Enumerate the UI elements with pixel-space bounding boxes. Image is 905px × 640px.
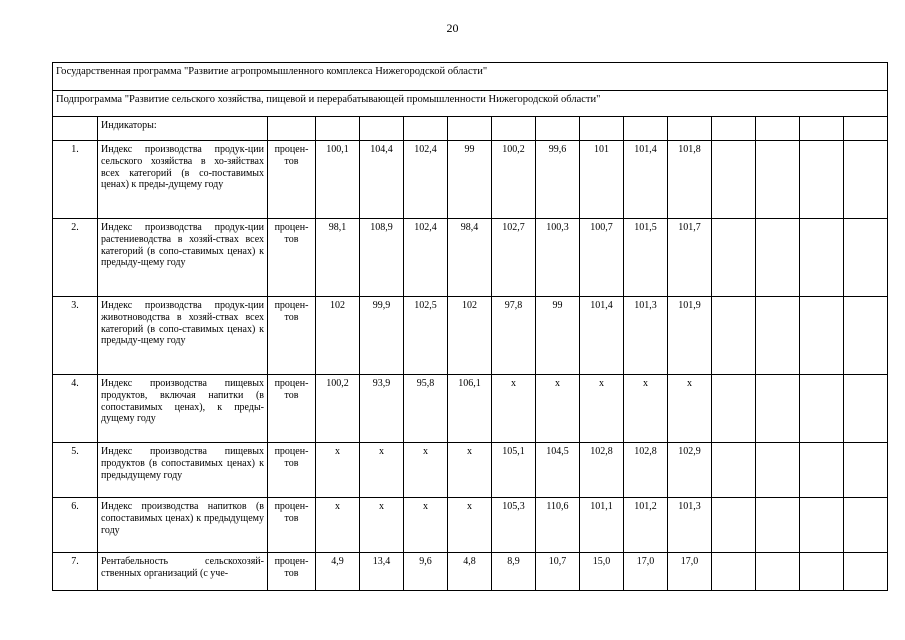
empty-cell xyxy=(360,117,404,141)
value-cell: x xyxy=(404,443,448,498)
value-cell xyxy=(844,219,888,297)
table-row xyxy=(53,498,888,553)
indicator-name: Рентабельность сельскохозяй-ственных организаций (с уче- xyxy=(98,553,268,591)
value-cell: 4,9 xyxy=(316,553,360,591)
table-row xyxy=(53,375,888,443)
row-number: 2. xyxy=(53,219,98,297)
value-cell: 102 xyxy=(316,297,360,375)
table-row xyxy=(53,443,888,498)
value-cell: 102,4 xyxy=(404,219,448,297)
value-cell xyxy=(844,375,888,443)
empty-cell xyxy=(756,117,800,141)
empty-cell xyxy=(712,117,756,141)
value-cell: 99,9 xyxy=(360,297,404,375)
value-cell: 106,1 xyxy=(448,375,492,443)
value-cell: 105,1 xyxy=(492,443,536,498)
value-cell xyxy=(844,498,888,553)
value-cell: 110,6 xyxy=(536,498,580,553)
program-title: Государственная программа "Развитие агропромышленного комплекса Нижегородской области" xyxy=(53,63,888,91)
empty-cell xyxy=(624,117,668,141)
value-cell: 101,3 xyxy=(624,297,668,375)
value-cell: 95,8 xyxy=(404,375,448,443)
value-cell: 100,2 xyxy=(492,141,536,219)
value-cell xyxy=(800,553,844,591)
value-cell xyxy=(800,141,844,219)
row-number: 7. xyxy=(53,553,98,591)
value-cell: x xyxy=(536,375,580,443)
value-cell: 102,9 xyxy=(668,443,712,498)
value-cell: 100,2 xyxy=(316,375,360,443)
empty-cell xyxy=(404,117,448,141)
empty-cell xyxy=(580,117,624,141)
unit-cell: процен-тов xyxy=(268,375,316,443)
value-cell xyxy=(756,443,800,498)
unit-cell: процен-тов xyxy=(268,219,316,297)
value-cell: 102,8 xyxy=(580,443,624,498)
empty-cell xyxy=(844,117,888,141)
value-cell: 99,6 xyxy=(536,141,580,219)
indicator-name: Индекс производства продук-ции животноводства в хозяй-ствах всех категорий (в сопо-ставимых ценах) к предыду-щему году xyxy=(98,297,268,375)
value-cell xyxy=(712,375,756,443)
empty-cell xyxy=(800,117,844,141)
value-cell xyxy=(756,498,800,553)
empty-cell xyxy=(316,117,360,141)
table-row xyxy=(53,141,888,219)
value-cell: 102 xyxy=(448,297,492,375)
value-cell: x xyxy=(668,375,712,443)
row-number: 3. xyxy=(53,297,98,375)
value-cell: 9,6 xyxy=(404,553,448,591)
value-cell: 102,5 xyxy=(404,297,448,375)
unit-cell: процен-тов xyxy=(268,297,316,375)
value-cell: 101,3 xyxy=(668,498,712,553)
empty-cell xyxy=(53,117,98,141)
value-cell: x xyxy=(316,498,360,553)
indicators-table xyxy=(52,62,888,591)
page-number: 20 xyxy=(446,21,459,35)
value-cell: 97,8 xyxy=(492,297,536,375)
unit-cell: процен-тов xyxy=(268,141,316,219)
value-cell: 99 xyxy=(448,141,492,219)
value-cell: 4,8 xyxy=(448,553,492,591)
value-cell: 104,5 xyxy=(536,443,580,498)
value-cell: x xyxy=(316,443,360,498)
value-cell xyxy=(712,498,756,553)
value-cell xyxy=(712,141,756,219)
value-cell: 99 xyxy=(536,297,580,375)
value-cell: 101,4 xyxy=(580,297,624,375)
value-cell: 105,3 xyxy=(492,498,536,553)
value-cell: 108,9 xyxy=(360,219,404,297)
value-cell xyxy=(800,297,844,375)
value-cell: 100,1 xyxy=(316,141,360,219)
value-cell: 17,0 xyxy=(668,553,712,591)
value-cell xyxy=(844,297,888,375)
empty-cell xyxy=(536,117,580,141)
indicator-name: Индекс производства напитков (в сопоставимых ценах) к предыдущему году xyxy=(98,498,268,553)
value-cell: 101,4 xyxy=(624,141,668,219)
value-cell: 98,1 xyxy=(316,219,360,297)
table-row xyxy=(53,553,888,591)
row-number: 1. xyxy=(53,141,98,219)
empty-cell xyxy=(448,117,492,141)
table-row xyxy=(53,219,888,297)
value-cell xyxy=(712,553,756,591)
value-cell: x xyxy=(580,375,624,443)
value-cell: 13,4 xyxy=(360,553,404,591)
table-body xyxy=(53,63,888,591)
value-cell: 102,7 xyxy=(492,219,536,297)
value-cell: 101,2 xyxy=(624,498,668,553)
value-cell: 101,1 xyxy=(580,498,624,553)
value-cell: 8,9 xyxy=(492,553,536,591)
value-cell xyxy=(800,498,844,553)
value-cell: 100,3 xyxy=(536,219,580,297)
row-number: 5. xyxy=(53,443,98,498)
value-cell: x xyxy=(404,498,448,553)
value-cell xyxy=(844,141,888,219)
value-cell: 98,4 xyxy=(448,219,492,297)
value-cell xyxy=(844,553,888,591)
value-cell: x xyxy=(360,443,404,498)
value-cell xyxy=(756,141,800,219)
value-cell: 101,8 xyxy=(668,141,712,219)
indicators-header-row xyxy=(53,117,888,141)
value-cell: 10,7 xyxy=(536,553,580,591)
value-cell xyxy=(800,443,844,498)
value-cell xyxy=(756,375,800,443)
value-cell xyxy=(712,219,756,297)
row-number: 6. xyxy=(53,498,98,553)
subprogram-title-row xyxy=(53,91,888,117)
row-number: 4. xyxy=(53,375,98,443)
value-cell: 104,4 xyxy=(360,141,404,219)
value-cell: 102,4 xyxy=(404,141,448,219)
indicators-header: Индикаторы: xyxy=(98,117,268,141)
empty-cell xyxy=(492,117,536,141)
subprogram-title: Подпрограмма "Развитие сельского хозяйства, пищевой и перерабатывающей промышленности Нижегородской области" xyxy=(53,91,888,117)
value-cell xyxy=(712,443,756,498)
value-cell xyxy=(800,219,844,297)
unit-cell: процен-тов xyxy=(268,443,316,498)
program-title-row xyxy=(53,63,888,91)
empty-cell xyxy=(268,117,316,141)
empty-cell xyxy=(668,117,712,141)
unit-cell: процен-тов xyxy=(268,498,316,553)
value-cell: 15,0 xyxy=(580,553,624,591)
value-cell: x xyxy=(492,375,536,443)
value-cell xyxy=(800,375,844,443)
value-cell: 93,9 xyxy=(360,375,404,443)
value-cell: 101,5 xyxy=(624,219,668,297)
indicator-name: Индекс производства продук-ции растениеводства в хозяй-ствах всех категорий (в сопо-ставимых ценах) к предыду-щему году xyxy=(98,219,268,297)
value-cell: 101,9 xyxy=(668,297,712,375)
value-cell: x xyxy=(624,375,668,443)
value-cell: x xyxy=(448,498,492,553)
value-cell: 100,7 xyxy=(580,219,624,297)
value-cell xyxy=(844,443,888,498)
value-cell xyxy=(756,219,800,297)
value-cell: 101,7 xyxy=(668,219,712,297)
unit-cell: процен-тов xyxy=(268,553,316,591)
indicator-name: Индекс производства пищевых продуктов, включая напитки (в сопоставимых ценах), к преды-дущему году xyxy=(98,375,268,443)
value-cell: 17,0 xyxy=(624,553,668,591)
value-cell xyxy=(756,553,800,591)
value-cell xyxy=(756,297,800,375)
value-cell: 102,8 xyxy=(624,443,668,498)
value-cell: x xyxy=(360,498,404,553)
value-cell xyxy=(712,297,756,375)
value-cell: x xyxy=(448,443,492,498)
indicator-name: Индекс производства пищевых продуктов (в сопоставимых ценах) к предыдущему году xyxy=(98,443,268,498)
table-row xyxy=(53,297,888,375)
value-cell: 101 xyxy=(580,141,624,219)
indicator-name: Индекс производства продук-ции сельского хозяйства в хо-зяйствах всех категорий (в со-поставимых ценах) к преды-дущему году xyxy=(98,141,268,219)
